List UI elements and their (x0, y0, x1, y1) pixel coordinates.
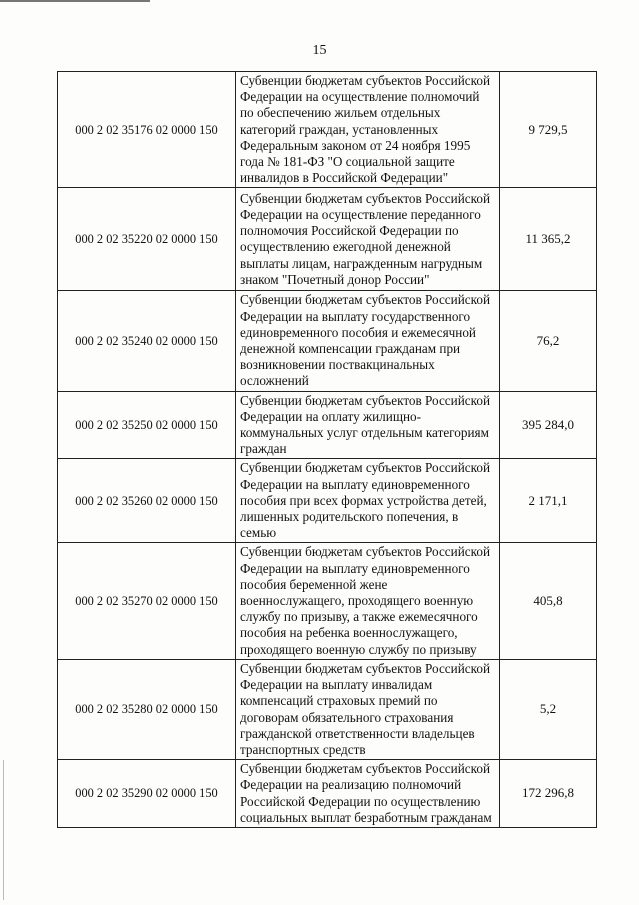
table-row (58, 760, 597, 828)
budget-description: Субвенции бюджетам субъектов Российской Федерации на осуществление полномочий по обеспечению жильем отдельных категорий граждан, установленных Федеральным законом от 24 ноября 1995 года № 181-ФЗ "О социальной защите инвалидов в Российской Федерации" (236, 72, 500, 188)
budget-description: Субвенции бюджетам субъектов Российской Федерации на выплату единовременного пособия беременной жене военнослужащего, проходящего военную службу по призыву, а также ежемесячного пособия на ребенка военнослужащего, проходящего военную службу по призыву (236, 543, 500, 659)
budget-code: 000 2 02 35280 02 0000 150 (58, 659, 236, 759)
table-row (58, 391, 597, 459)
budget-amount: 2 171,1 (500, 459, 597, 543)
budget-description: Субвенции бюджетам субъектов Российской Федерации на реализацию полномочий Российской Федерации по осуществлению социальных выплат безработным гражданам (236, 760, 500, 828)
table-row (58, 659, 597, 759)
budget-table-body (58, 72, 597, 828)
scan-edge-line (3, 760, 4, 900)
budget-code: 000 2 02 35240 02 0000 150 (58, 291, 236, 391)
budget-amount: 9 729,5 (500, 72, 597, 188)
budget-amount: 11 365,2 (500, 188, 597, 291)
budget-description: Субвенции бюджетам субъектов Российской Федерации на выплату инвалидам компенсаций страховых премий по договорам обязательного страхования гражданской ответственности владельцев транспортных средств (236, 659, 500, 759)
budget-code: 000 2 02 35250 02 0000 150 (58, 391, 236, 459)
budget-description: Субвенции бюджетам субъектов Российской Федерации на выплату государственного единовременного пособия и ежемесячной денежной компенсации гражданам при возникновении поствакцинальных осложнений (236, 291, 500, 391)
budget-amount: 405,8 (500, 543, 597, 659)
table-row (58, 188, 597, 291)
budget-description: Субвенции бюджетам субъектов Российской Федерации на осуществление переданного полномочия Российской Федерации по осуществлению ежегодной денежной выплаты лицам, награжденным нагрудным знаком "Почетный донор России" (236, 188, 500, 291)
scan-edge-mark (0, 0, 150, 2)
table-row (58, 291, 597, 391)
budget-code: 000 2 02 35220 02 0000 150 (58, 188, 236, 291)
budget-code: 000 2 02 35260 02 0000 150 (58, 459, 236, 543)
budget-amount: 76,2 (500, 291, 597, 391)
budget-amount: 172 296,8 (500, 760, 597, 828)
budget-code: 000 2 02 35270 02 0000 150 (58, 543, 236, 659)
table-row (58, 459, 597, 543)
budget-description: Субвенции бюджетам субъектов Российской Федерации на выплату единовременного пособия при всех формах устройства детей, лишенных родительского попечения, в семью (236, 459, 500, 543)
budget-code: 000 2 02 35176 02 0000 150 (58, 72, 236, 188)
budget-table (57, 71, 597, 828)
budget-amount: 5,2 (500, 659, 597, 759)
page-number: 15 (312, 43, 327, 58)
table-row (58, 543, 597, 659)
table-row (58, 72, 597, 188)
budget-amount: 395 284,0 (500, 391, 597, 459)
budget-description: Субвенции бюджетам субъектов Российской Федерации на оплату жилищно-коммунальных услуг отдельным категориям граждан (236, 391, 500, 459)
budget-code: 000 2 02 35290 02 0000 150 (58, 760, 236, 828)
